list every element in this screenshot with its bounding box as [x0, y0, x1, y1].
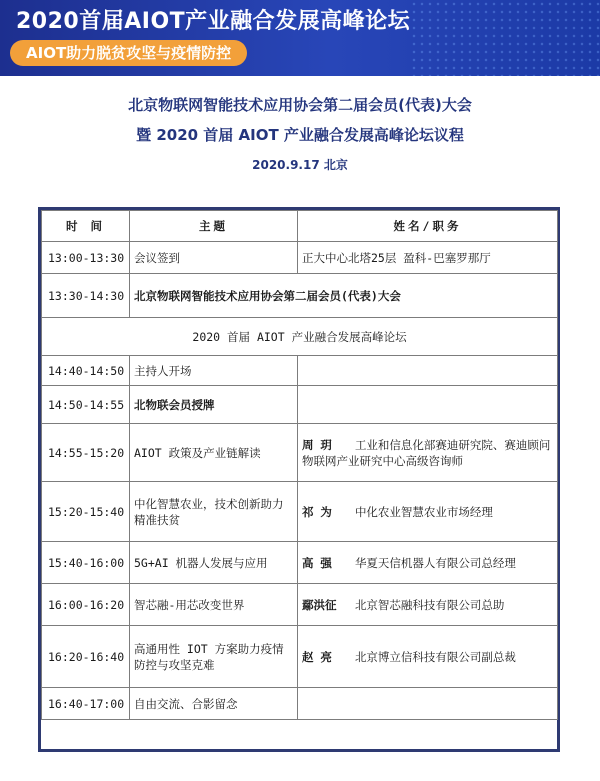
- header-topic: 主题: [130, 211, 298, 242]
- row-span-topic: 北京物联网智能技术应用协会第二届会员(代表)大会: [130, 274, 558, 318]
- row-speaker-cell: [298, 626, 558, 688]
- row-topic: 会议签到: [130, 242, 298, 274]
- table-row: [42, 542, 558, 584]
- agenda-table: [41, 210, 558, 720]
- row-topic: 北物联会员授牌: [130, 386, 298, 424]
- row-time: 13:30-14:30: [42, 274, 130, 318]
- row-topic: 智芯融-用芯改变世界: [130, 584, 298, 626]
- speaker-name: 高 强: [302, 555, 332, 570]
- header-banner: [0, 0, 600, 76]
- speaker-title: 北京智芯融科技有限公司总助: [354, 597, 505, 612]
- agenda-title-line2: 暨 2020 首届 AIOT 产业融合发展高峰论坛议程: [136, 126, 464, 144]
- row-topic: 高通用性 IOT 方案助力疫情防控与攻坚克难: [130, 626, 298, 688]
- row-time: 14:55-15:20: [42, 424, 130, 482]
- row-time: 14:50-14:55: [42, 386, 130, 424]
- table-row: [42, 688, 558, 720]
- row-time: 16:40-17:00: [42, 688, 130, 720]
- table-row: [42, 424, 558, 482]
- speaker-title: 工业和信息化部赛迪研究院、赛迪顾问物联网产业研究中心高级咨询师: [302, 437, 551, 468]
- table-row: [42, 318, 558, 356]
- banner-title: 2020首届AIOT产业融合发展高峰论坛: [16, 9, 411, 34]
- row-speaker-cell: [298, 482, 558, 542]
- row-topic: 中化智慧农业，技术创新助力精准扶贫: [130, 482, 298, 542]
- row-time: 13:00-13:30: [42, 242, 130, 274]
- row-time: 16:00-16:20: [42, 584, 130, 626]
- header-time: 时 间: [42, 211, 130, 242]
- table-row: [42, 386, 558, 424]
- speaker-name: 祁 为: [302, 504, 332, 519]
- speaker-title: 北京博立信科技有限公司副总裁: [354, 649, 516, 664]
- table-row: [42, 242, 558, 274]
- row-speaker-cell: [298, 584, 558, 626]
- table-row: [42, 626, 558, 688]
- row-topic: 5G+AI 机器人发展与应用: [130, 542, 298, 584]
- row-topic: 自由交流、合影留念: [130, 688, 298, 720]
- row-time: 15:40-16:00: [42, 542, 130, 584]
- table-row: [42, 482, 558, 542]
- row-topic: AIOT 政策及产业链解读: [130, 424, 298, 482]
- row-time: 15:20-15:40: [42, 482, 130, 542]
- row-time: 14:40-14:50: [42, 356, 130, 386]
- row-topic: 主持人开场: [130, 356, 298, 386]
- speaker-title: 中化农业智慧农业市场经理: [354, 504, 493, 519]
- section-title: 2020 首届 AIOT 产业融合发展高峰论坛: [42, 318, 558, 356]
- table-row: [42, 356, 558, 386]
- agenda-title-line1: 北京物联网智能技术应用协会第二届会员(代表)大会: [128, 96, 472, 114]
- row-title: [298, 688, 558, 720]
- banner-subtitle-pill: AIOT助力脱贫攻坚与疫情防控: [10, 40, 247, 66]
- speaker-name: 周 玥: [302, 437, 332, 452]
- row-speaker-cell: [298, 424, 558, 482]
- speaker-title: 华夏天信机器人有限公司总经理: [354, 555, 516, 570]
- row-title: 正大中心北塔25层 盈科-巴塞罗那厅: [298, 242, 558, 274]
- speaker-name: 鄢洪征: [302, 597, 337, 612]
- table-header-row: [42, 211, 558, 242]
- agenda-date-location: 2020.9.17 北京: [252, 158, 348, 172]
- table-row: [42, 274, 558, 318]
- row-title: [298, 356, 558, 386]
- banner-dot-pattern: [410, 0, 600, 76]
- speaker-name: 赵 亮: [302, 649, 332, 664]
- header-name: 姓名/职务: [298, 211, 558, 242]
- table-row: [42, 584, 558, 626]
- row-speaker-cell: [298, 542, 558, 584]
- row-time: 16:20-16:40: [42, 626, 130, 688]
- row-title: [298, 386, 558, 424]
